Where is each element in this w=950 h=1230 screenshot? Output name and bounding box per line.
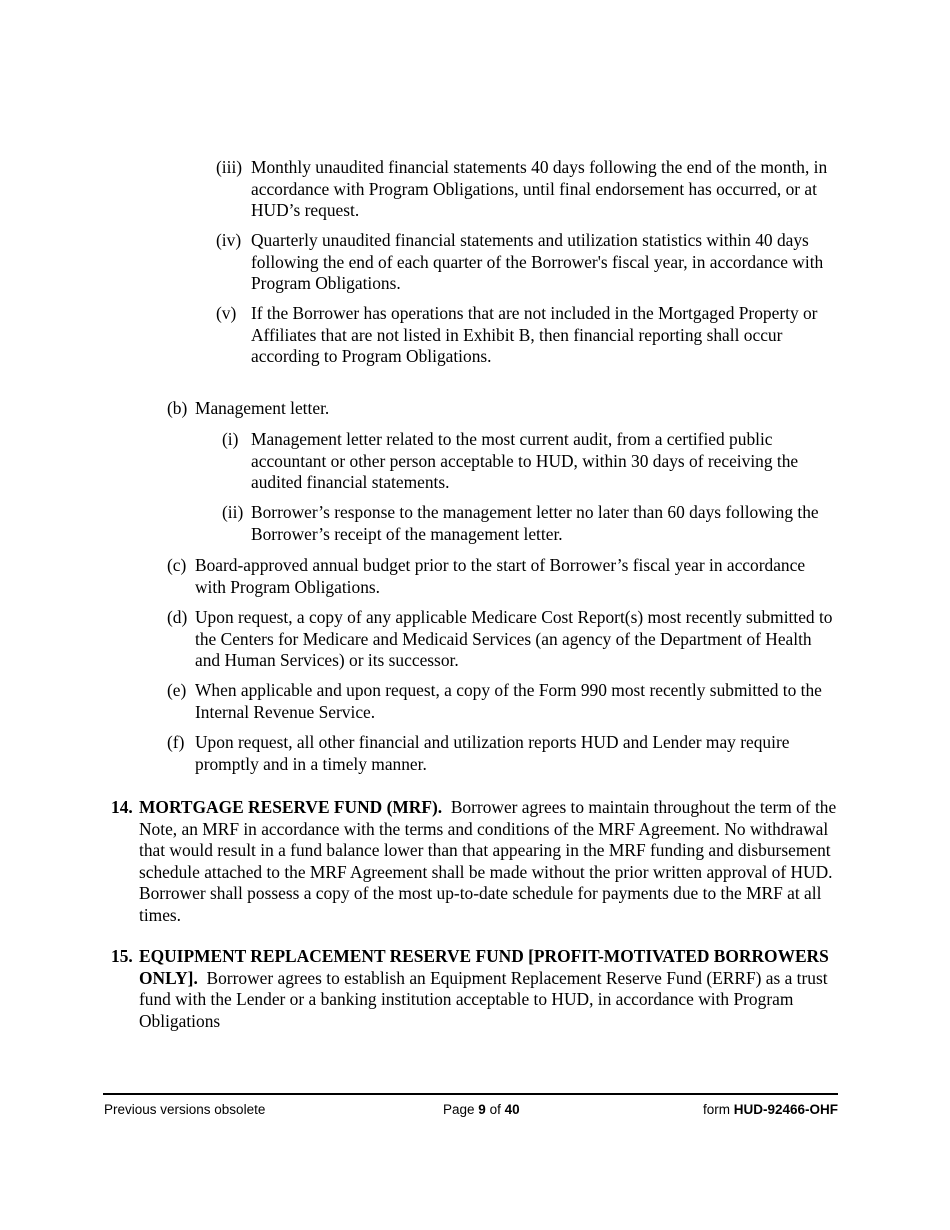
list-item-iv — [216, 230, 841, 295]
list-item-text: Quarterly unaudited financial statements and utilization statistics within 40 days following the end of each quarter of the Borrower's fiscal year, in accordance with Program Obligations. — [251, 230, 824, 293]
list-item-text: Upon request, a copy of any applicable Medicare Cost Report(s) most recently submitted to the Centers for Medicare and Medicaid Services (an agency of the Department of Health and Human Services) or its successor. — [195, 607, 833, 670]
section-body — [139, 797, 839, 926]
list-marker: (b) — [167, 398, 188, 418]
page-total: 40 — [504, 1102, 520, 1117]
list-marker: (f) — [167, 732, 185, 752]
footer-form-id — [703, 1102, 838, 1118]
list-item-v — [216, 303, 841, 368]
page-current: 9 — [478, 1102, 486, 1117]
list-item-d — [167, 607, 840, 672]
list-marker: (c) — [167, 555, 187, 575]
section-14 — [111, 797, 839, 926]
list-item-b-ii — [222, 502, 841, 545]
footer-page-number — [443, 1102, 520, 1118]
page-of: of — [489, 1102, 501, 1117]
list-item-text: Upon request, all other financial and utilization reports HUD and Lender may require promptly and in a timely manner. — [195, 732, 790, 774]
section-text: Borrower agrees to maintain throughout the term of the Note, an MRF in accordance with the terms and conditions of the MRF Agreement. No withdrawal that would result in a fund balance lower than that appearing in the MRF funding and disbursement schedule attached to the MRF Agreement shall be made without the prior written approval of HUD. Borrower shall possess a copy of the most up-to-date schedule for payments due to the MRF at all times. — [139, 797, 837, 925]
section-heading: MORTGAGE RESERVE FUND (MRF). — [139, 797, 443, 817]
list-item-text: When applicable and upon request, a copy of the Form 990 most recently submitted to the Internal Revenue Service. — [195, 680, 822, 722]
list-marker: (iii) — [216, 157, 243, 177]
footer-left: Previous versions obsolete — [104, 1102, 266, 1117]
section-text: Borrower agrees to establish an Equipment Replacement Reserve Fund (ERRF) as a trust fund with the Lender or a banking institution acceptable to HUD, in accordance with Program Obligations — [139, 967, 828, 1031]
list-item-e — [167, 680, 840, 723]
footer-rule — [103, 1093, 838, 1095]
list-item-b-i — [222, 429, 841, 494]
section-heading: EQUIPMENT REPLACEMENT RESERVE FUND [PROFIT-MOTIVATED BORROWERS ONLY]. — [139, 946, 829, 988]
list-marker: (ii) — [222, 502, 244, 522]
list-item-text: If the Borrower has operations that are not included in the Mortgaged Property or Affiliates that are not listed in Exhibit B, then financial reporting shall occur according to Program Obligations. — [251, 303, 818, 366]
list-item-text: Board-approved annual budget prior to the start of Borrower’s fiscal year in accordance with Program Obligations. — [195, 555, 806, 597]
form-prefix: form — [702, 1102, 730, 1117]
list-marker: (d) — [167, 607, 188, 627]
section-body — [139, 946, 839, 1032]
list-marker: (e) — [167, 680, 187, 700]
list-item-text: Monthly unaudited financial statements 40 days following the end of the month, in accordance with Program Obligations, until final endorsement has occurred, or at HUD’s request. — [251, 157, 828, 220]
list-item-text: Management letter. — [195, 398, 330, 418]
list-item-b — [167, 398, 840, 420]
page-prefix: Page — [443, 1102, 475, 1117]
list-item-text: Management letter related to the most current audit, from a certified public accountant or other person acceptable to HUD, within 30 days of receiving the audited financial statements. — [251, 429, 799, 492]
section-number: 14. — [111, 797, 133, 817]
section-number: 15. — [111, 946, 133, 966]
list-item-f — [167, 732, 840, 775]
list-item-iii — [216, 157, 841, 222]
list-item-text: Borrower’s response to the management letter no later than 60 days following the Borrower’s receipt of the management letter. — [251, 502, 819, 544]
form-number: HUD-92466-OHF — [733, 1102, 838, 1117]
list-item-c — [167, 555, 840, 598]
section-15 — [111, 946, 839, 1032]
list-marker: (i) — [222, 429, 239, 449]
list-marker: (v) — [216, 303, 237, 323]
list-marker: (iv) — [216, 230, 242, 250]
